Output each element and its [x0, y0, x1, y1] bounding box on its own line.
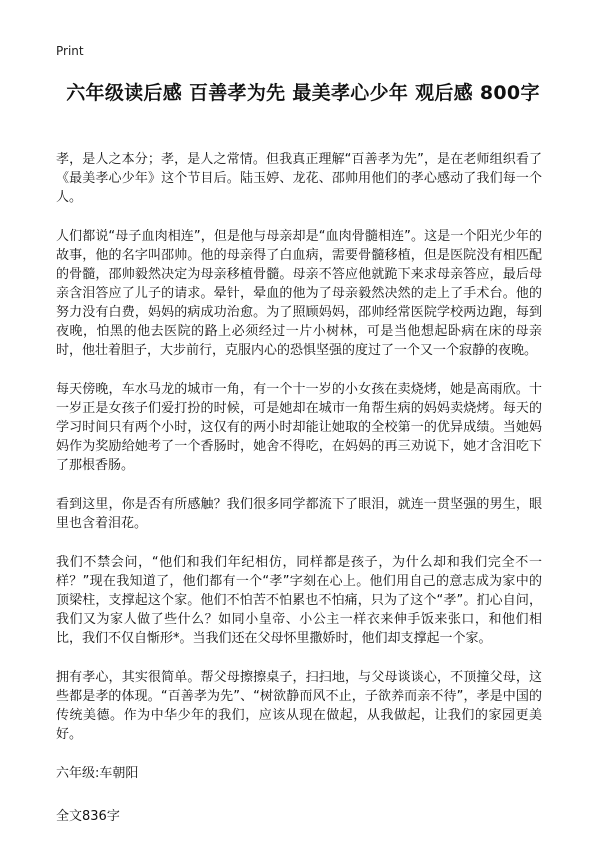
article-title: 六年级读后感 百善孝为先 最美孝心少年 观后感 800字	[66, 82, 540, 104]
paragraph: 人们都说“母子血肉相连”，但是他与母亲却是“血肉骨髓相连”。这是一个阳光少年的故事，他的名字叫邵帅。他的母亲得了白血病，需要骨髓移植，但是医院没有相匹配的骨髓，邵帅毅然决定为母亲移植骨髓。母亲不答应他就跪下来求母亲答应，最后母亲含泪答应了儿子的请求。晕针，晕血的他为了母亲毅然决然的走上了手术台。他的努力没有白费，妈妈的病成功治愈。为了照顾妈妈，邵帅经常医院学校两边跑，每到夜晚，怕黑的他去医院的路上必须经过一片小树林，可是当他想起卧病在床的母亲时，他壮着胆子，大步前行，克服内心的恐惧坚强的度过了一个又一个寂静的夜晚。	[56, 229, 542, 358]
paragraph: 拥有孝心，其实很简单。帮父母擦擦桌子，扫扫地，与父母谈谈心，不顶撞父母，这些都是孝的体现。“百善孝为先”、“树欲静而风不止，子欲养而亲不待”，孝是中国的传统美德。作为中华少年的我们，应该从现在做起，从我做起，让我们的家园更美好。	[56, 670, 542, 742]
article-body	[56, 150, 542, 850]
author-line: 六年级:车朝阳	[56, 766, 139, 781]
paragraph: 看到这里，你是否有所感触？我们很多同学都流下了眼泪，就连一贯坚强的男生，眼里也含着泪花。	[56, 497, 542, 531]
paragraph: 我们不禁会问，“他们和我们年纪相仿，同样都是孩子，为什么却和我们完全不一样？”现在我知道了，他们都有一个“孝”字刻在心上。他们用自己的意志成为家中的顶梁柱，支撑起这个家。他们不怕苦不怕累也不怕痛，只为了这个“孝”。扪心自问，我们又为家人做了些什么？如同小皇帝、小公主一样衣来伸手饭来张口，和他们相比，我们不仅自惭形*。当我们还在父母怀里撒娇时，他们却支撑起一个家。	[56, 555, 542, 646]
word-count: 全文836字	[56, 809, 120, 824]
print-link[interactable]: Print	[56, 44, 84, 58]
paragraph: 孝，是人之本分；孝，是人之常情。但我真正理解“百善孝为先”，是在老师组织看了《最美孝心少年》这个节目后。陆玉婷、龙花、邵帅用他们的孝心感动了我们每一个人。	[56, 152, 542, 205]
paragraph: 每天傍晚，车水马龙的城市一角，有一个十一岁的小女孩在卖烧烤，她是高雨欣。十一岁正是女孩子们爱打扮的时候，可是她却在城市一角帮生病的妈妈卖烧烤。每天的学习时间只有两个小时，这仅有的两小时却能让她取的全校第一的优异成绩。当她妈妈作为奖励给她考了一个香肠时，她舍不得吃，在妈妈的再三劝说下，她才含泪吃下了那根香肠。	[56, 382, 542, 473]
